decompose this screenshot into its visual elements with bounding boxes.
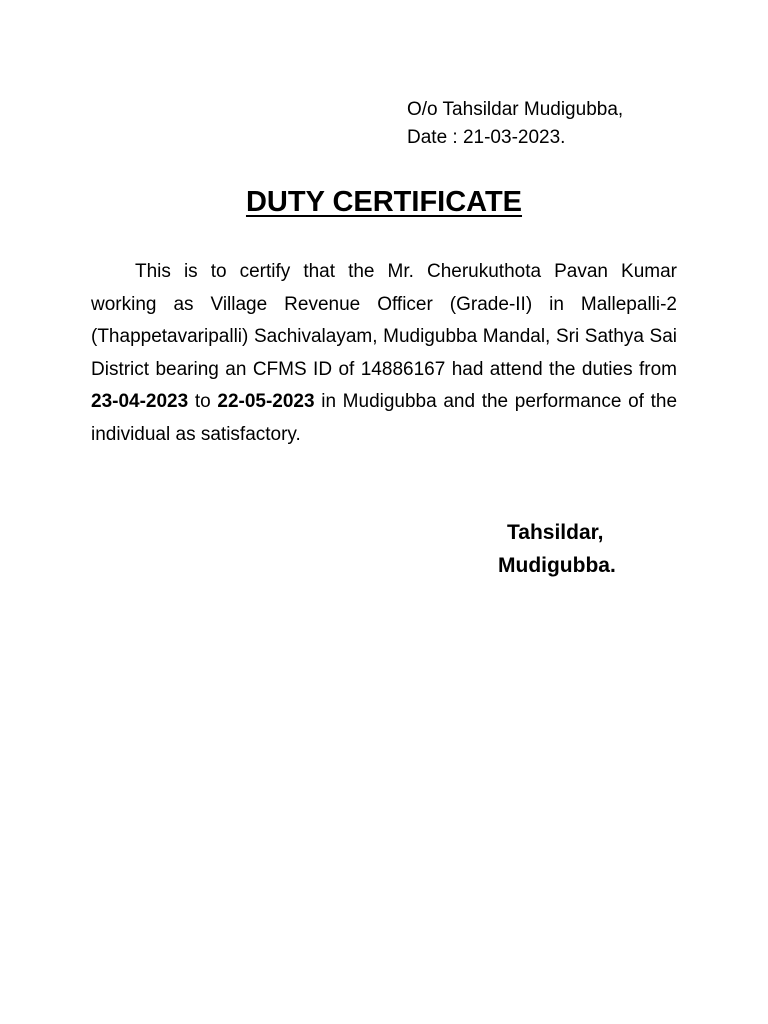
office-name: O/o Tahsildar Mudigubba, (407, 99, 624, 120)
signature-block (490, 516, 650, 582)
certificate-title: DUTY CERTIFICATE (245, 186, 523, 218)
signatory-place: Mudigubba. (498, 554, 616, 577)
certificate-body (91, 256, 677, 451)
body-text-part-3: in Mudigubba and the performance of the individual as satisfactory. (91, 391, 678, 445)
issue-date: Date : 21-03-2023. (407, 127, 566, 148)
body-text-part-1: This is to certify that the Mr. Cherukuthota Pavan Kumar working as Village Revenue Officer (Grade-II) in Mallepalli-2 (Thappetavaripalli) Sachivalayam, Mudigubba Mandal, Sri Sathya Sai District bearing an CFMS ID of 14886167 had attend the duties from (91, 261, 677, 380)
duty-to-date: 22-05-2023 (217, 391, 315, 412)
office-address-block (407, 96, 623, 152)
signatory-designation: Tahsildar, (507, 521, 604, 544)
duty-from-date: 23-04-2023 (91, 391, 189, 412)
body-text-part-2: to (188, 391, 218, 412)
